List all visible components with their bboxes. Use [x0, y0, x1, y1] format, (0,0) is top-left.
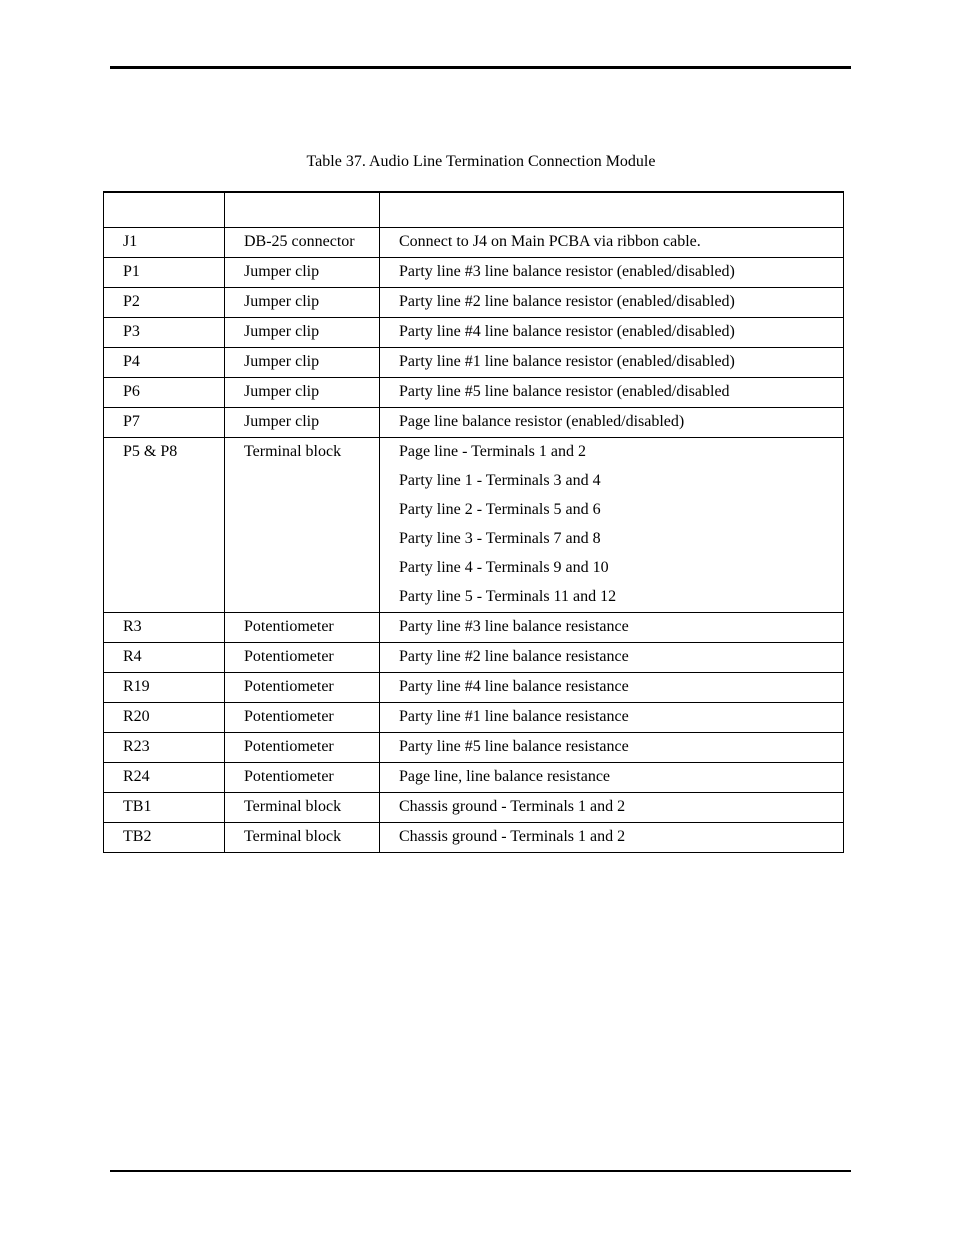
description-line: Party line 3 - Terminals 7 and 8 [399, 530, 601, 547]
table-row [104, 378, 844, 408]
component-type-cell: Terminal block [225, 793, 380, 823]
description-line: Party line #3 line balance resistor (enabled/disabled) [399, 263, 735, 280]
description-cell [380, 378, 844, 408]
table-row [104, 613, 844, 643]
description-line: Page line, line balance resistance [399, 768, 611, 785]
component-type-cell: Jumper clip [225, 288, 380, 318]
description-line: Party line #4 line balance resistor (enabled/disabled) [399, 323, 735, 340]
reference-cell: P7 [104, 408, 225, 438]
connection-table [103, 191, 844, 853]
reference-cell: P2 [104, 288, 225, 318]
table-row [104, 643, 844, 673]
reference-cell: P3 [104, 318, 225, 348]
header-cell [225, 192, 380, 228]
reference-cell: R23 [104, 733, 225, 763]
description-line: Party line #1 line balance resistor (enabled/disabled) [399, 353, 735, 370]
header-cell [104, 192, 225, 228]
component-type-cell: Potentiometer [225, 703, 380, 733]
description-cell [380, 823, 844, 853]
description-line: Party line #5 line balance resistor (enabled/disabled [399, 383, 730, 400]
table-row [104, 228, 844, 258]
reference-cell: R20 [104, 703, 225, 733]
description-line: Chassis ground - Terminals 1 and 2 [399, 798, 626, 815]
description-line: Party line #4 line balance resistance [399, 678, 629, 695]
reference-cell: TB2 [104, 823, 225, 853]
description-cell [380, 673, 844, 703]
reference-cell: P5 & P8 [104, 438, 225, 613]
description-line: Party line 1 - Terminals 3 and 4 [399, 472, 601, 489]
description-cell [380, 643, 844, 673]
reference-cell: R4 [104, 643, 225, 673]
header-rule [110, 66, 851, 69]
table-row [104, 288, 844, 318]
table-row [104, 733, 844, 763]
table-row [104, 823, 844, 853]
description-line: Chassis ground - Terminals 1 and 2 [399, 828, 626, 845]
description-line: Page line - Terminals 1 and 2 [399, 443, 586, 460]
description-line: Page line balance resistor (enabled/disabled) [399, 413, 685, 430]
reference-cell: J1 [104, 228, 225, 258]
description-line: Party line 5 - Terminals 11 and 12 [399, 588, 617, 605]
reference-cell: R19 [104, 673, 225, 703]
reference-cell: P1 [104, 258, 225, 288]
reference-cell: P6 [104, 378, 225, 408]
component-type-cell: Terminal block [225, 438, 380, 613]
reference-cell: R24 [104, 763, 225, 793]
description-cell [380, 793, 844, 823]
reference-cell: P4 [104, 348, 225, 378]
component-type-cell: Jumper clip [225, 378, 380, 408]
table-row [104, 703, 844, 733]
component-type-cell: Jumper clip [225, 408, 380, 438]
component-type-cell: Terminal block [225, 823, 380, 853]
description-cell [380, 348, 844, 378]
table-row [104, 318, 844, 348]
table-row [104, 408, 844, 438]
description-cell [380, 438, 844, 613]
component-type-cell: Jumper clip [225, 318, 380, 348]
header-cell [380, 192, 844, 228]
description-line: Party line 2 - Terminals 5 and 6 [399, 501, 601, 518]
description-line: Party line 4 - Terminals 9 and 10 [399, 559, 609, 576]
reference-cell: TB1 [104, 793, 225, 823]
table-row [104, 348, 844, 378]
component-type-cell: Potentiometer [225, 613, 380, 643]
description-line: Party line #5 line balance resistance [399, 738, 629, 755]
description-line: Party line #2 line balance resistor (enabled/disabled) [399, 293, 735, 310]
table-row [104, 763, 844, 793]
description-cell [380, 258, 844, 288]
table-caption: Table 37. Audio Line Termination Connection Module [306, 153, 656, 170]
footer-rule [110, 1170, 851, 1172]
description-cell [380, 288, 844, 318]
component-type-cell: Potentiometer [225, 763, 380, 793]
component-type-cell: Jumper clip [225, 258, 380, 288]
description-line: Party line #2 line balance resistance [399, 648, 629, 665]
component-type-cell: Potentiometer [225, 643, 380, 673]
table-row [104, 673, 844, 703]
component-type-cell: DB-25 connector [225, 228, 380, 258]
description-line: Connect to J4 on Main PCBA via ribbon cable. [399, 233, 701, 250]
description-cell [380, 763, 844, 793]
description-cell [380, 733, 844, 763]
component-type-cell: Potentiometer [225, 673, 380, 703]
table-row [104, 438, 844, 613]
description-cell [380, 408, 844, 438]
description-line: Party line #3 line balance resistance [399, 618, 629, 635]
component-type-cell: Potentiometer [225, 733, 380, 763]
description-cell [380, 703, 844, 733]
reference-cell: R3 [104, 613, 225, 643]
description-cell [380, 228, 844, 258]
description-line: Party line #1 line balance resistance [399, 708, 629, 725]
description-cell [380, 613, 844, 643]
table-header-row [104, 192, 844, 228]
table-row [104, 258, 844, 288]
component-type-cell: Jumper clip [225, 348, 380, 378]
description-cell [380, 318, 844, 348]
table-row [104, 793, 844, 823]
